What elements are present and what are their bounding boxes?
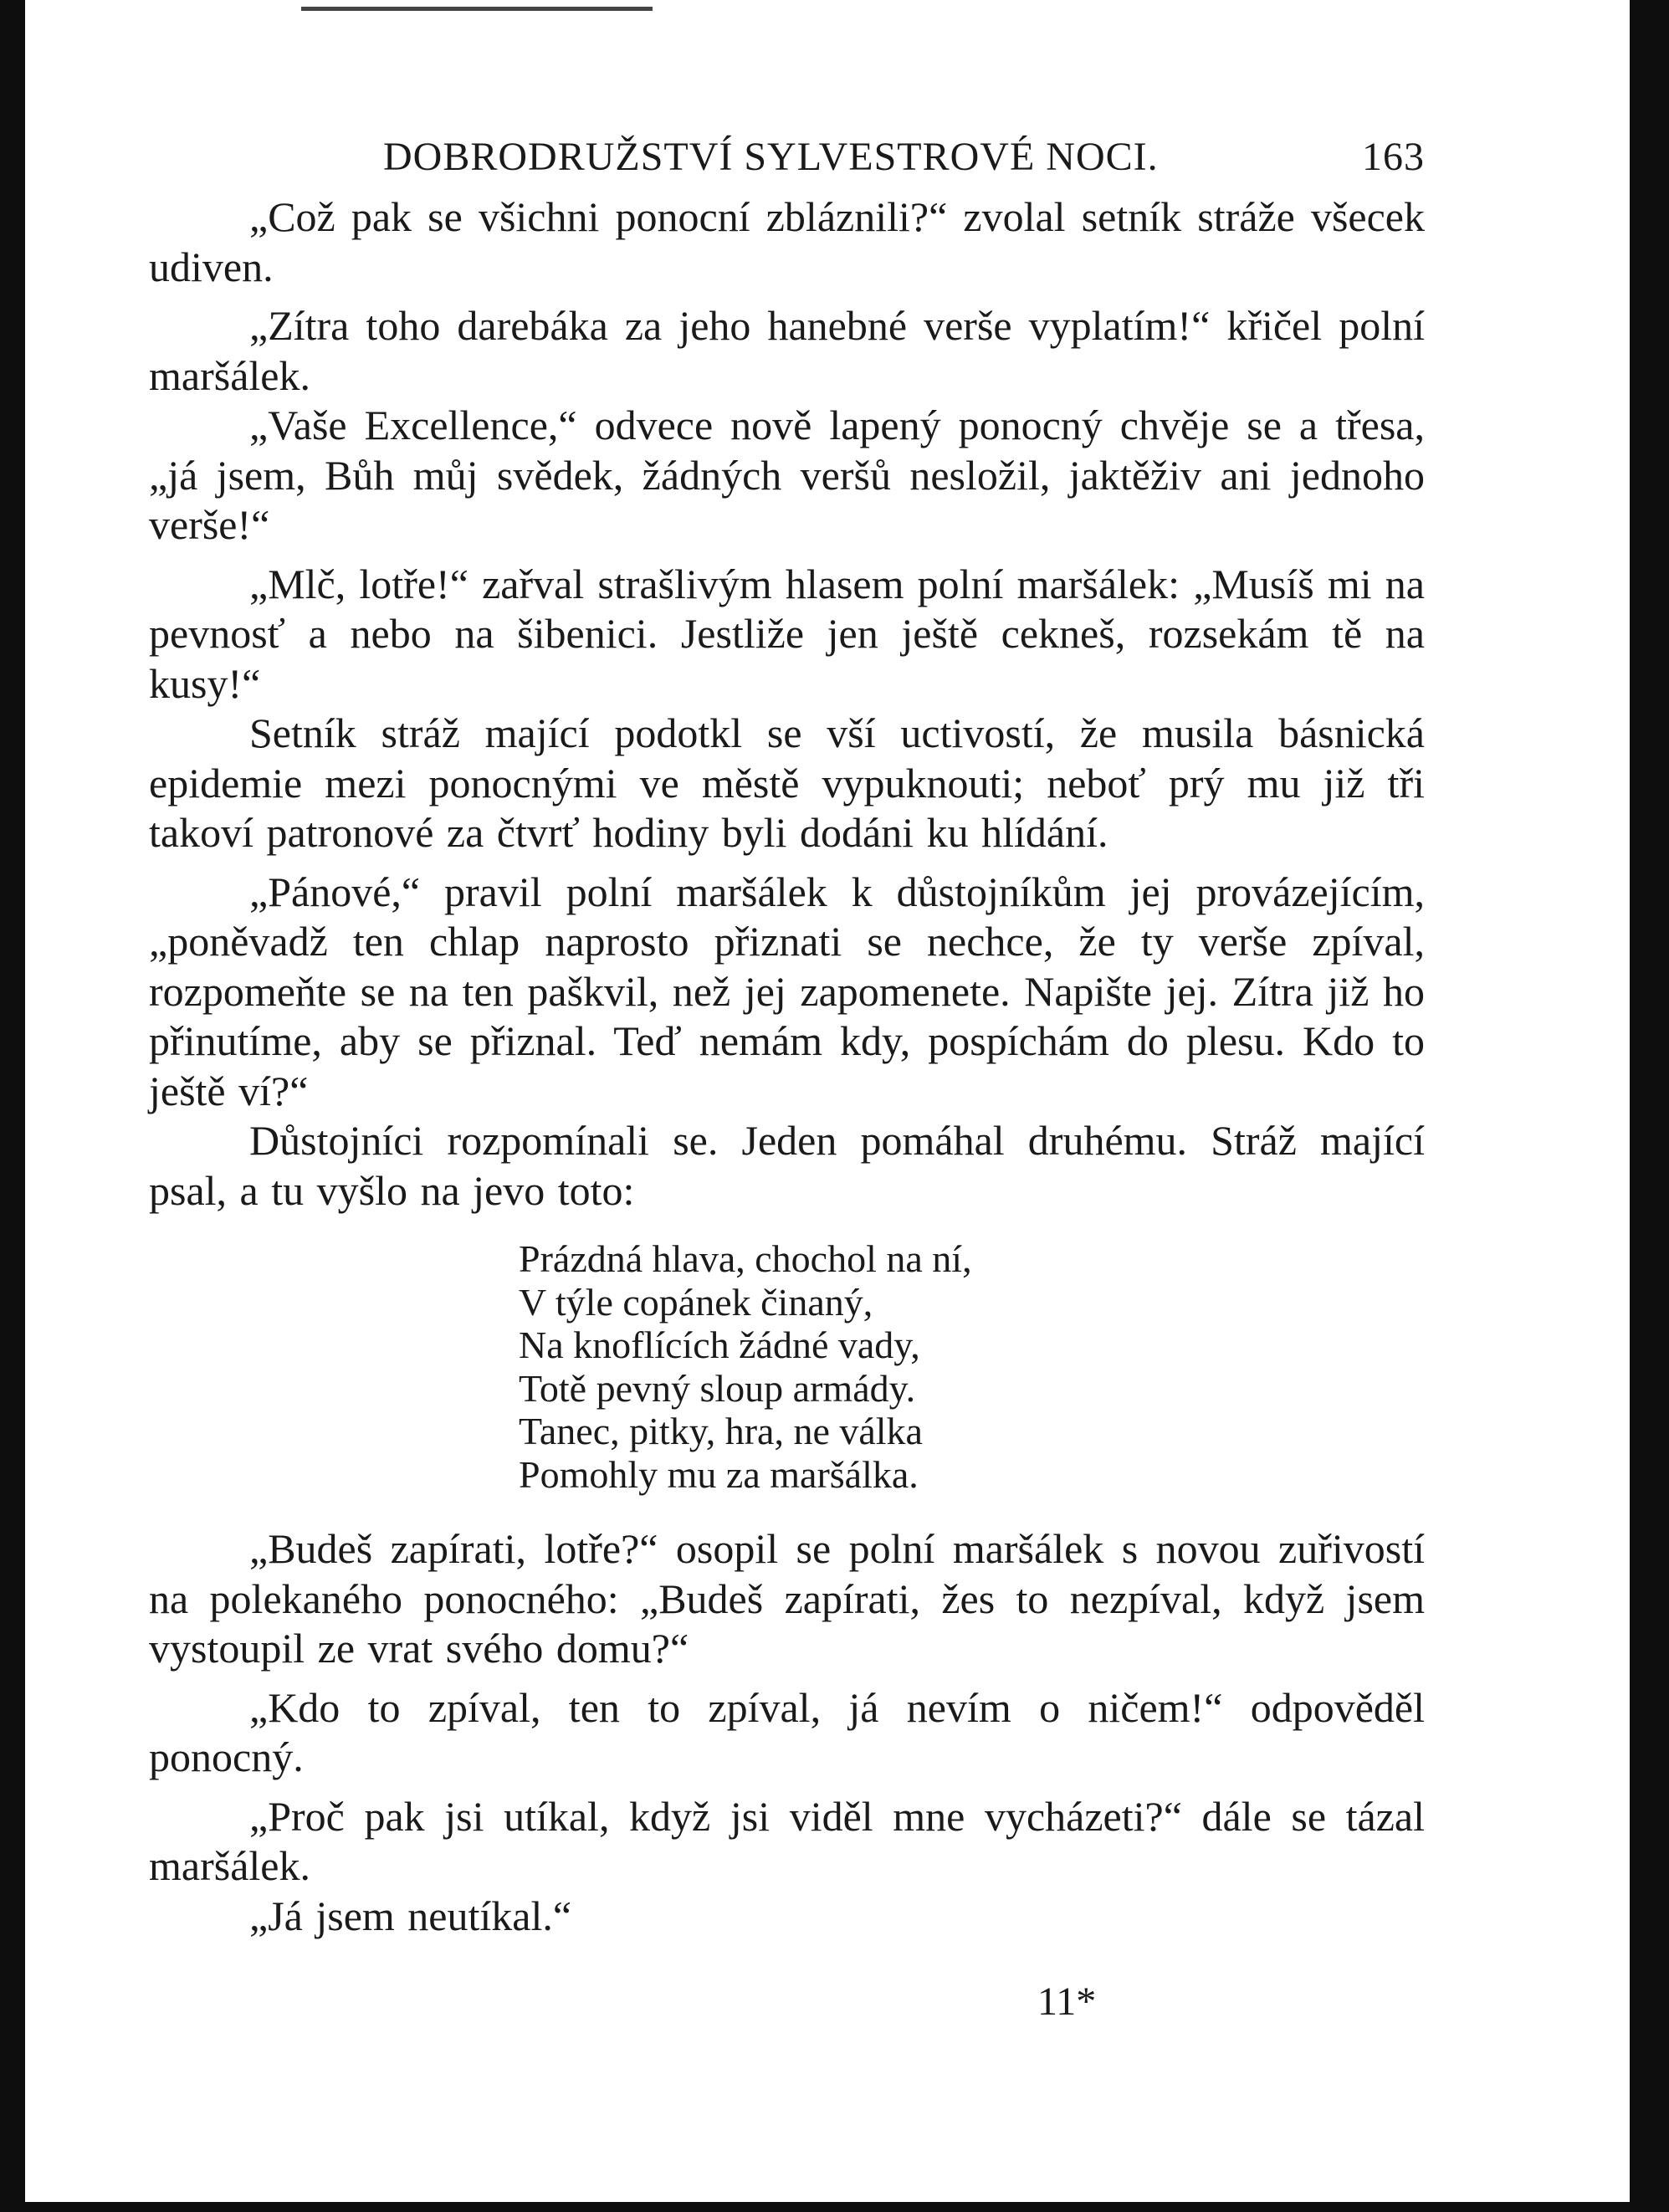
paragraph: „Já jsem neutíkal.“ [249, 1892, 572, 1939]
scan-border-right [1630, 0, 1669, 2212]
poem [519, 1237, 1425, 1496]
paragraph: „Což pak se všichni ponocní zbláznili?“ zvolal setník stráže všecek udiven. [149, 193, 1425, 290]
scan-border-left [0, 0, 25, 2212]
poem-line: Pomohly mu za maršálka. [519, 1452, 919, 1496]
paragraph: „Mlč, lotře!“ zařval strašlivým hlasem polní maršálek: „Musíš mi na pevnosť a nebo na šibenici. Jestliže jen ještě cekneš, rozsekám tě na kusy!“ [149, 560, 1425, 707]
paragraph: „Budeš zapírati, lotře?“ osopil se polní maršálek s novou zuřivostí na polekaného ponocného: „Budeš zapírati, žes to nezpíval, když jsem vystoupil ze vrat svého domu?“ [149, 1525, 1425, 1672]
poem-line: Na knoflících žádné vady, [519, 1324, 920, 1366]
body-text [149, 192, 1425, 1941]
paragraph: „Kdo to zpíval, ten to zpíval, já nevím o ničem!“ odpověděl ponocný. [149, 1683, 1425, 1780]
scan-artifact-top [301, 7, 653, 11]
poem-line: Tanec, pitky, hra, ne válka [519, 1410, 923, 1452]
poem-line: Prázdná hlava, chochol na ní, [519, 1237, 972, 1280]
poem-line: V týle copánek činaný, [519, 1280, 873, 1324]
paragraph: „Pánové,“ pravil polní maršálek k důstojníkům jej provázejícím, „poněvadž ten chlap naprosto přiznati se nechce, že ty verše zpíval, rozpomeňte se na ten paškvil, než jej zapomenete. Napište jej. Zítra již ho přinutíme, aby se přiznal. Teď nemám kdy, pospíchám do plesu. Kdo to ještě ví?“ [149, 868, 1425, 1114]
running-title: DOBRODRUŽSTVÍ SYLVESTROVÉ NOCI. [383, 135, 1159, 179]
paragraph: Setník stráž mající podotkl se vší uctivostí, že musila básnická epidemie mezi ponocnými ve městě vypuknouti; neboť prý mu již tři takoví patronové za čtvrť hodiny byli dodáni ku hlídání. [149, 709, 1425, 856]
page-number: 163 [1362, 135, 1425, 179]
paragraph: „Proč pak jsi utíkal, když jsi viděl mne vycházeti?“ dále se tázal maršálek. [149, 1792, 1425, 1889]
book-page [149, 125, 1425, 1941]
paragraph: Důstojníci rozpomínali se. Jeden pomáhal druhému. Stráž mající psal, a tu vyšlo na jevo toto: [149, 1117, 1425, 1214]
page-header [149, 125, 1425, 192]
poem-line: Totě pevný sloup armády. [519, 1366, 916, 1410]
scan-border-bottom [0, 2202, 1669, 2212]
signature-mark: 11* [1037, 1979, 1097, 2024]
paragraph: „Zítra toho darebáka za jeho hanebné verše vyplatím!“ křičel polní maršálek. [149, 302, 1425, 399]
paragraph: „Vaše Excellence,“ odvece nově lapený ponocný chvěje se a třesa, „já jsem, Bůh můj svědek, žádných veršů nesložil, jaktěživ ani jednoho verše!“ [149, 402, 1425, 548]
